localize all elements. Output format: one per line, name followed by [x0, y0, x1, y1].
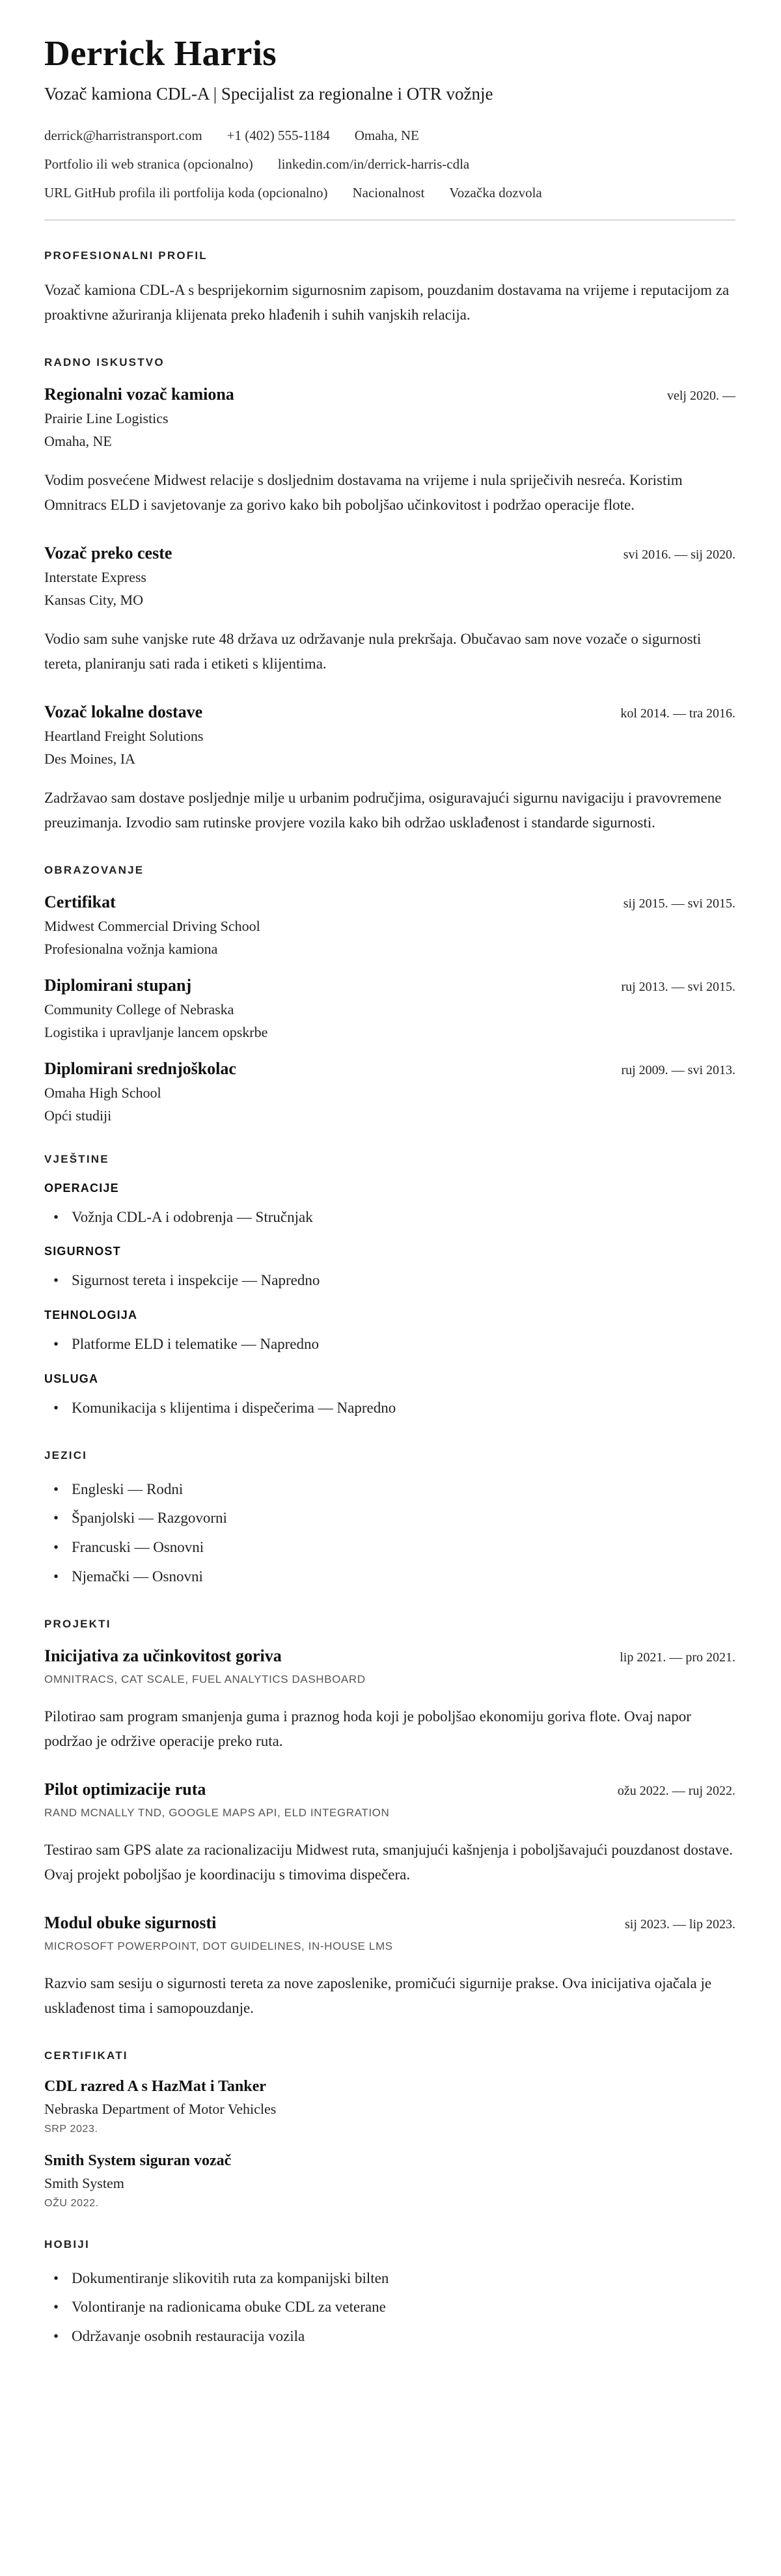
job-title: Vozač lokalne dostave — [44, 702, 203, 721]
section-projects — [44, 1618, 735, 2021]
education-entry-header — [44, 893, 735, 912]
job-company: Interstate Express — [44, 568, 146, 585]
skill-item: • Komunikacija s klijentima i dispečerima — Napredno — [52, 1396, 735, 1420]
job-entry-header — [44, 544, 735, 563]
location-text: Omaha, NE — [354, 128, 419, 143]
education-entry — [44, 893, 735, 958]
education-program: Profesionalna vožnja kamiona — [44, 940, 218, 957]
certification-date: OŽU 2022. — [44, 2197, 99, 2209]
job-location: Omaha, NE — [44, 432, 112, 449]
certification-issuer: Nebraska Department of Motor Vehicles — [44, 2100, 277, 2117]
education-school: Community College of Nebraska — [44, 1001, 234, 1018]
skill-list — [44, 1269, 735, 1293]
project-title: Modul obuke sigurnosti — [44, 1913, 217, 1932]
license-placeholder-text: Vozačka dozvola — [449, 185, 542, 201]
education-date: ruj 2013. — svi 2015. — [621, 979, 735, 994]
job-company: Prairie Line Logistics — [44, 409, 169, 426]
job-title: Vozač preko ceste — [44, 543, 172, 562]
skill-item: • Vožnja CDL-A i odobrenja — Stručnjak — [52, 1206, 735, 1230]
education-degree: Certifikat — [44, 892, 116, 911]
hobby-list — [44, 2267, 735, 2349]
language-item: • Francuski — Osnovni — [52, 1536, 735, 1560]
job-date: svi 2016. — sij 2020. — [623, 547, 735, 562]
skill-group — [44, 1309, 735, 1357]
project-date: ožu 2022. — ruj 2022. — [617, 1783, 735, 1798]
skills-heading: VJEŠTINE — [44, 1152, 109, 1165]
contact-row-links — [44, 156, 735, 173]
hobby-item: • Volontiranje na radionicama obuke CDL za veterane — [52, 2295, 735, 2320]
profile-heading: PROFESIONALNI PROFIL — [44, 249, 208, 262]
certification-entry — [44, 2078, 735, 2135]
portfolio-placeholder-text: Portfolio ili web stranica (opcionalno) — [44, 156, 253, 172]
education-degree: Diplomirani stupanj — [44, 975, 192, 995]
project-entry-header — [44, 1913, 735, 1933]
project-entry — [44, 1646, 735, 1754]
job-location: Des Moines, IA — [44, 750, 135, 767]
hobby-item: • Dokumentiranje slikovitih ruta za kompanijski bilten — [52, 2267, 735, 2291]
job-entry-header — [44, 702, 735, 722]
project-tools: OMNITRACS, CAT SCALE, FUEL ANALYTICS DASHBOARD — [44, 1672, 366, 1685]
language-list — [44, 1478, 735, 1589]
education-school: Midwest Commercial Driving School — [44, 917, 260, 934]
certification-issuer: Smith System — [44, 2174, 124, 2191]
project-tools: MICROSOFT POWERPOINT, DOT GUIDELINES, IN-HOUSE LMS — [44, 1939, 393, 1952]
education-date: sij 2015. — svi 2015. — [623, 896, 735, 911]
job-entry — [44, 702, 735, 835]
section-education — [44, 864, 735, 1124]
skill-group — [44, 1182, 735, 1230]
education-entry-header — [44, 976, 735, 995]
skill-group-name: USLUGA — [44, 1372, 99, 1385]
project-date: lip 2021. — pro 2021. — [620, 1650, 735, 1665]
section-profile — [44, 249, 735, 327]
job-entry — [44, 544, 735, 676]
project-date: sij 2023. — lip 2023. — [624, 1917, 735, 1932]
education-entry-header — [44, 1059, 735, 1079]
job-description: Vodio sam suhe vanjske rute 48 država uz održavanje nula prekršaja. Obučavao sam nove vozače o sigurnosti tereta, planiranju sati rada i etiketi s klijentima. — [44, 630, 702, 672]
certification-entry — [44, 2152, 735, 2209]
job-entry-header — [44, 385, 735, 404]
languages-heading: JEZICI — [44, 1448, 88, 1461]
language-item: • Engleski — Rodni — [52, 1478, 735, 1502]
job-date: kol 2014. — tra 2016. — [620, 706, 735, 721]
skill-group-name: OPERACIJE — [44, 1181, 119, 1195]
section-languages — [44, 1449, 735, 1589]
contact-row-extra — [44, 185, 735, 201]
experience-heading: RADNO ISKUSTVO — [44, 355, 165, 368]
project-entry — [44, 1780, 735, 1887]
projects-heading: PROJEKTI — [44, 1617, 111, 1630]
project-description: Testirao sam GPS alate za racionalizaciju Midwest ruta, smanjujući kašnjenja i poboljšavajući pouzdanost dostave. Ovaj projekt poboljšao je koordinaciju s timovima dispečera. — [44, 1841, 733, 1883]
education-degree: Diplomirani srednjoškolac — [44, 1059, 236, 1078]
section-hobbies — [44, 2238, 735, 2349]
email-text: derrick@harristransport.com — [44, 128, 202, 143]
skill-list — [44, 1396, 735, 1420]
certification-date: SRP 2023. — [44, 2123, 98, 2135]
job-entry — [44, 385, 735, 518]
project-description: Pilotirao sam program smanjenja guma i praznog hoda koji je poboljšao ekonomiju goriva flote. Ovaj napor podržao je održive operacije preko ruta. — [44, 1708, 691, 1749]
github-placeholder-text: URL GitHub profila ili portfolija koda (opcionalno) — [44, 185, 328, 201]
education-entry — [44, 976, 735, 1041]
resume-header — [44, 33, 735, 221]
section-experience — [44, 356, 735, 835]
job-date: velj 2020. — — [667, 388, 735, 403]
job-description: Vodim posvećene Midwest relacije s dosljednim dostavama na vrijeme i nula spriječivih nesreća. Koristim Omnitracs ELD i savjetovanje za gorivo kako bih poboljšao učinkovitost i podržao operacije flote. — [44, 471, 683, 513]
hobbies-heading: HOBIJI — [44, 2237, 90, 2251]
education-heading: OBRAZOVANJE — [44, 863, 144, 876]
job-company: Heartland Freight Solutions — [44, 727, 204, 744]
certification-title: Smith System siguran vozač — [44, 2152, 232, 2169]
project-entry-header — [44, 1646, 735, 1666]
job-title: Regionalni vozač kamiona — [44, 384, 234, 404]
section-skills — [44, 1153, 735, 1420]
job-description: Zadržavao sam dostave posljednje milje u urbanim područjima, osiguravajući sigurnu navigaciju i pravovremene preuzimanja. Izvodio sam rutinske provjere vozila kako bih održao usklađenost i standarde sigurnosti. — [44, 789, 722, 831]
skill-group — [44, 1372, 735, 1420]
project-entry — [44, 1913, 735, 2021]
hobby-item: • Održavanje osobnih restauracija vozila — [52, 2325, 735, 2349]
skill-group-name: TEHNOLOGIJA — [44, 1309, 138, 1322]
education-entry — [44, 1059, 735, 1124]
project-title: Pilot optimizacije ruta — [44, 1779, 206, 1799]
section-certifications — [44, 2049, 735, 2209]
education-program: Logistika i upravljanje lancem opskrbe — [44, 1023, 268, 1040]
job-location: Kansas City, MO — [44, 591, 143, 608]
skill-group — [44, 1245, 735, 1293]
education-date: ruj 2009. — svi 2013. — [621, 1062, 735, 1077]
contact-row-primary — [44, 128, 735, 144]
language-item: • Njemački — Osnovni — [52, 1565, 735, 1589]
linkedin-text: linkedin.com/in/derrick-harris-cdla — [277, 156, 470, 172]
header-divider — [44, 219, 735, 221]
project-description: Razvio sam sesiju o sigurnosti tereta za nove zaposlenike, promičući sigurnije prakse. Ova inicijativa ojačala je usklađenost tima i samopouzdanje. — [44, 1974, 712, 2016]
certification-title: CDL razred A s HazMat i Tanker — [44, 2077, 266, 2095]
person-name: Derrick Harris — [44, 33, 277, 73]
education-school: Omaha High School — [44, 1084, 161, 1101]
skill-item: • Sigurnost tereta i inspekcije — Napredno — [52, 1269, 735, 1293]
project-entry-header — [44, 1780, 735, 1799]
profile-text: Vozač kamiona CDL-A s besprijekornim sigurnosnim zapisom, pouzdanim dostavama na vrijeme i reputacijom za proaktivne ažuriranja klijenata preko hlađenih i suhih vanjskih relacija. — [44, 282, 730, 323]
person-headline: Vozač kamiona CDL-A | Specijalist za regionalne i OTR vožnje — [44, 84, 493, 104]
skill-group-name: SIGURNOST — [44, 1245, 121, 1258]
skill-item: • Platforme ELD i telematike — Napredno — [52, 1333, 735, 1357]
phone-text: +1 (402) 555-1184 — [226, 128, 330, 143]
skill-list — [44, 1206, 735, 1230]
language-item: • Španjolski — Razgovorni — [52, 1506, 735, 1530]
skill-list — [44, 1333, 735, 1357]
nationality-placeholder-text: Nacionalnost — [352, 185, 425, 201]
education-program: Opći studiji — [44, 1107, 112, 1124]
project-tools: RAND MCNALLY TND, GOOGLE MAPS API, ELD INTEGRATION — [44, 1806, 390, 1819]
certifications-heading: CERTIFIKATI — [44, 2049, 128, 2062]
project-title: Inicijativa za učinkovitost goriva — [44, 1646, 282, 1665]
